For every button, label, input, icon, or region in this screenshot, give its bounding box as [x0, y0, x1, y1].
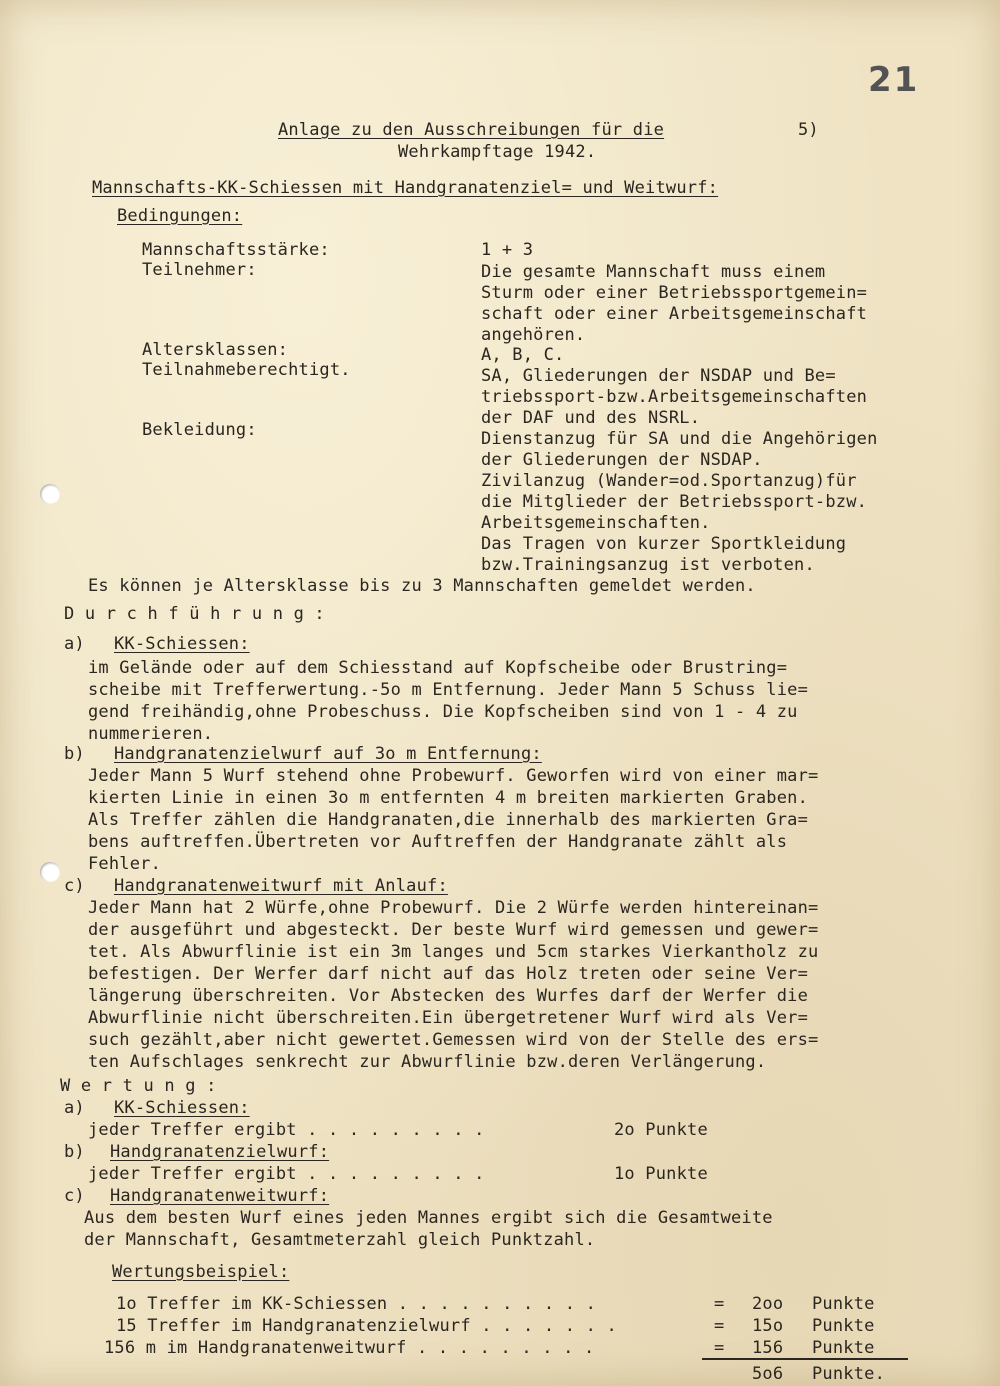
- wertung-points: 1o Punkte: [614, 1164, 708, 1184]
- section-line: tet. Als Abwurflinie ist ein 3m langes und 5cm starkes Vierkantholz zu: [88, 942, 819, 962]
- cond-label: Bekleidung:: [142, 420, 257, 440]
- section-line: Jeder Mann hat 2 Würfe,ohne Probewurf. Die 2 Würfe werden hintereinan=: [88, 898, 819, 918]
- cond-value: der DAF und des NSRL.: [481, 408, 701, 428]
- cond-value: A, B, C.: [481, 345, 565, 365]
- header-line-1: Anlage zu den Ausschreibungen für die: [278, 120, 665, 140]
- team-note: Es können je Altersklasse bis zu 3 Mannschaften gemeldet werden.: [88, 576, 756, 596]
- beispiel-eq: =: [714, 1316, 725, 1336]
- section-letter: b): [64, 744, 85, 764]
- cond-label: Mannschaftsstärke:: [142, 240, 330, 260]
- cond-value: SA, Gliederungen der NSDAP und Be=: [481, 366, 836, 386]
- wertung-letter: b): [64, 1142, 85, 1162]
- beispiel-value: 15o: [752, 1316, 784, 1336]
- section-line: Abwurflinie nicht überschreiten.Ein übergetretener Wurf wird als Ver=: [88, 1008, 809, 1028]
- beispiel-label: 156 m im Handgranatenweitwurf . . . . . . . . .: [104, 1338, 595, 1358]
- cond-value: die Mitglieder der Betriebssport-bzw.: [481, 492, 868, 512]
- beispiel-label: 15 Treffer im Handgranatenzielwurf . . . . . . .: [116, 1316, 617, 1336]
- wertung-letter: c): [64, 1186, 85, 1206]
- section-title: Handgranatenzielwurf auf 3o m Entfernung:: [114, 744, 542, 764]
- section-line: der ausgeführt und abgesteckt. Der beste Wurf wird gemessen und gewer=: [88, 920, 819, 940]
- bedingungen-heading: Bedingungen:: [117, 206, 243, 226]
- cond-value: Dienstanzug für SA und die Angehörigen: [481, 429, 878, 449]
- beispiel-eq: =: [714, 1338, 725, 1358]
- wertung-text: jeder Treffer ergibt . . . . . . . . .: [88, 1120, 485, 1140]
- cond-value: 1 + 3: [481, 240, 534, 260]
- cond-value: Das Tragen von kurzer Sportkleidung: [481, 534, 847, 554]
- section-line: such gezählt,aber nicht gewertet.Gemessen wird von der Stelle des ers=: [88, 1030, 819, 1050]
- section-line: im Gelände oder auf dem Schiesstand auf Kopfscheibe oder Brustring=: [88, 658, 788, 678]
- section-letter: a): [64, 634, 85, 654]
- cond-label: Altersklassen:: [142, 340, 289, 360]
- section-line: kierten Linie in einen 3o m entfernten 4 m breiten markierten Graben.: [88, 788, 809, 808]
- section-line: Als Treffer zählen die Handgranaten,die innerhalb des markierten Gra=: [88, 810, 809, 830]
- section-title: KK-Schiessen:: [114, 634, 250, 654]
- durchfuehrung-heading: D u r c h f ü h r u n g :: [64, 604, 325, 624]
- punch-hole-top: [40, 484, 60, 504]
- section-line: längerung überschreiten. Vor Abstecken des Wurfes darf der Werfer die: [88, 986, 809, 1006]
- document-title: Mannschafts-KK-Schiessen mit Handgranatenziel= und Weitwurf:: [92, 178, 719, 198]
- wertung-letter: a): [64, 1098, 85, 1118]
- sum-rule: [702, 1358, 908, 1360]
- beispiel-heading: Wertungsbeispiel:: [112, 1262, 290, 1282]
- beispiel-total-unit: Punkte.: [812, 1364, 886, 1384]
- header-line-2: Wehrkampftage 1942.: [398, 142, 597, 162]
- cond-value: der Gliederungen der NSDAP.: [481, 450, 763, 470]
- beispiel-eq: =: [714, 1294, 725, 1314]
- section-letter: c): [64, 876, 85, 896]
- cond-value: Arbeitsgemeinschaften.: [481, 513, 711, 533]
- punch-hole-bottom: [40, 862, 60, 882]
- wertung-line: der Mannschaft, Gesamtmeterzahl gleich Punktzahl.: [84, 1230, 596, 1250]
- cond-value: angehören.: [481, 325, 586, 345]
- cond-value: Die gesamte Mannschaft muss einem: [481, 262, 826, 282]
- beispiel-label: 1o Treffer im KK-Schiessen . . . . . . . . . .: [116, 1294, 597, 1314]
- section-line: nummerieren.: [88, 724, 214, 744]
- section-line: bens auftreffen.Übertreten vor Auftreffen der Handgranate zählt als: [88, 832, 788, 852]
- cond-value: Zivilanzug (Wander=od.Sportanzug)für: [481, 471, 857, 491]
- wertung-title: KK-Schiessen:: [114, 1098, 250, 1118]
- beispiel-unit: Punkte: [812, 1294, 875, 1314]
- wertung-heading: W e r t u n g :: [60, 1076, 217, 1096]
- beispiel-value: 2oo: [752, 1294, 784, 1314]
- section-line: scheibe mit Trefferwertung.-5o m Entfernung. Jeder Mann 5 Schuss lie=: [88, 680, 809, 700]
- section-line: Fehler.: [88, 854, 162, 874]
- section-title: Handgranatenweitwurf mit Anlauf:: [114, 876, 448, 896]
- cond-value: triebssport-bzw.Arbeitsgemeinschaften: [481, 387, 868, 407]
- wertung-line: Aus dem besten Wurf eines jeden Mannes ergibt sich die Gesamtweite: [84, 1208, 773, 1228]
- beispiel-total-value: 5o6: [752, 1364, 784, 1384]
- cond-label: Teilnahmeberechtigt.: [142, 360, 351, 380]
- cond-value: schaft oder einer Arbeitsgemeinschaft: [481, 304, 868, 324]
- wertung-points: 2o Punkte: [614, 1120, 708, 1140]
- cond-value: Sturm oder einer Betriebssportgemein=: [481, 283, 868, 303]
- section-line: gend freihändig,ohne Probeschuss. Die Kopfscheiben sind von 1 - 4 zu: [88, 702, 798, 722]
- section-line: ten Aufschlages senkrecht zur Abwurflinie bzw.deren Verlängerung.: [88, 1052, 767, 1072]
- wertung-text: jeder Treffer ergibt . . . . . . . . .: [88, 1164, 485, 1184]
- beispiel-unit: Punkte: [812, 1316, 875, 1336]
- sheet-number: 5): [798, 120, 819, 140]
- cond-value: bzw.Trainingsanzug ist verboten.: [481, 555, 815, 575]
- wertung-title: Handgranatenzielwurf:: [110, 1142, 330, 1162]
- page-number-stamp: 21: [868, 60, 920, 100]
- section-line: befestigen. Der Werfer darf nicht auf das Holz treten oder seine Ver=: [88, 964, 809, 984]
- beispiel-value: 156: [752, 1338, 784, 1358]
- cond-label: Teilnehmer:: [142, 260, 257, 280]
- wertung-title: Handgranatenweitwurf:: [110, 1186, 330, 1206]
- beispiel-unit: Punkte: [812, 1338, 875, 1358]
- section-line: Jeder Mann 5 Wurf stehend ohne Probewurf. Geworfen wird von einer mar=: [88, 766, 819, 786]
